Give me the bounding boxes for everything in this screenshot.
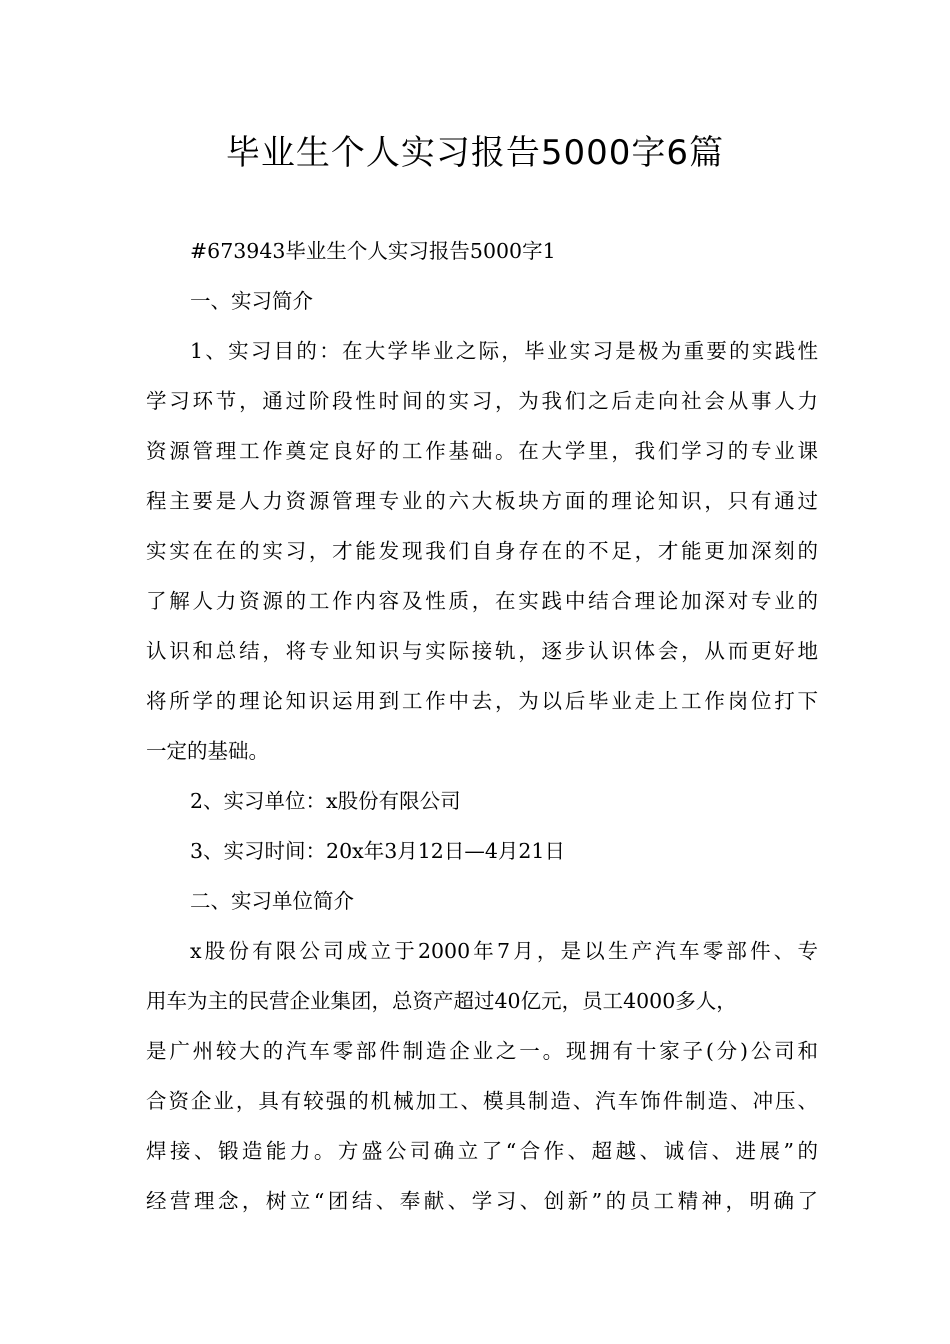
paragraph-line: 认识和总结，将专业知识与实际接轨，逐步认识体会，从而更好地 (146, 639, 818, 663)
paragraph-line: 学习环节，通过阶段性时间的实习，为我们之后走向社会从事人力 (146, 389, 818, 413)
paragraph-line: 是广州较大的汽车零部件制造企业之一。现拥有十家子(分)公司和 (146, 1039, 818, 1063)
section-heading: 二、实习单位简介 (190, 889, 354, 913)
paragraph-line: 了解人力资源的工作内容及性质，在实践中结合理论加深对专业的 (146, 589, 818, 613)
document-body (146, 226, 818, 1226)
paragraph-line: 一定的基础。 (146, 739, 269, 763)
paragraph-line: 合资企业，具有较强的机械加工、模具制造、汽车饰件制造、冲压、 (146, 1089, 818, 1113)
paragraph-line: 经营理念，树立“团结、奉献、学习、创新”的员工精神，明确了 (146, 1189, 818, 1213)
paragraph-line: 程主要是人力资源管理专业的六大板块方面的理论知识，只有通过 (146, 489, 818, 513)
document-title: 毕业生个人实习报告5000字6篇 (225, 133, 725, 173)
paragraph-line: 实实在在的实习，才能发现我们自身存在的不足，才能更加深刻的 (146, 539, 818, 563)
list-item: 3、实习时间：20x年3月12日—4月21日 (190, 839, 565, 863)
paragraph-line: 用车为主的民营企业集团，总资产超过40亿元，员工4000多人， (146, 989, 737, 1013)
paragraph-line: 资源管理工作奠定良好的工作基础。在大学里，我们学习的专业课 (146, 439, 818, 463)
list-item: 2、实习单位：x股份有限公司 (190, 789, 461, 813)
section-heading: #673943毕业生个人实习报告5000字1 (190, 239, 556, 263)
section-heading: 一、实习简介 (190, 289, 313, 313)
paragraph-line: 1、实习目的：在大学毕业之际，毕业实习是极为重要的实践性 (190, 339, 818, 363)
paragraph-line: 焊接、锻造能力。方盛公司确立了“合作、超越、诚信、进展”的 (146, 1139, 818, 1163)
paragraph-line: x股份有限公司成立于2000年7月，是以生产汽车零部件、专 (190, 939, 818, 963)
paragraph-line: 将所学的理论知识运用到工作中去，为以后毕业走上工作岗位打下 (146, 689, 818, 713)
